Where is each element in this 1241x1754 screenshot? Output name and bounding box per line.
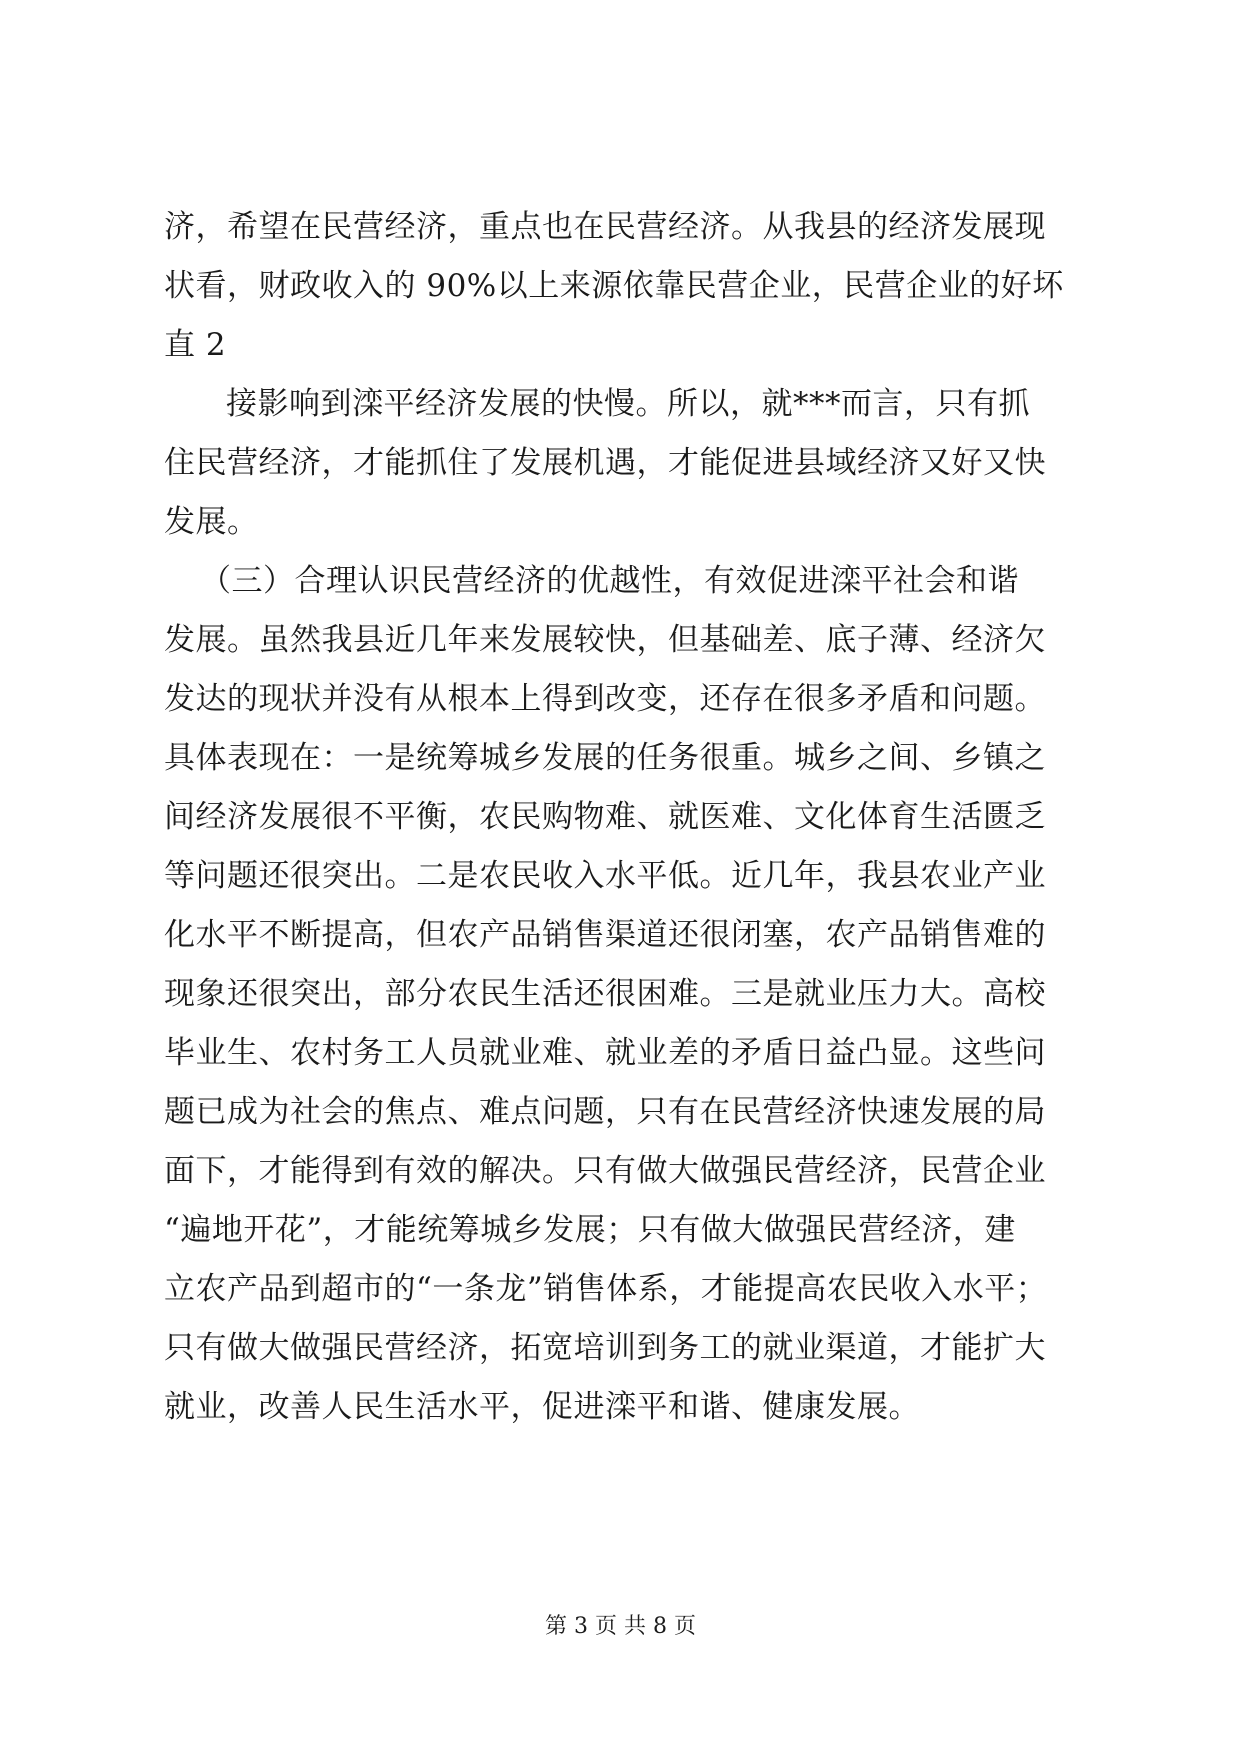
body-text-line: 具体表现在：一是统筹城乡发展的任务很重。城乡之间、乡镇之 (164, 740, 1046, 776)
body-text-line: 现象还很突出，部分农民生活还很困难。三是就业压力大。高校 (164, 976, 1046, 1012)
body-text-line: 发展。 (164, 504, 259, 540)
body-text-line: 接影响到滦平经济发展的快慢。所以，就***而言，只有抓 (226, 386, 1030, 422)
body-text-line: 间经济发展很不平衡，农民购物难、就医难、文化体育生活匮乏 (164, 799, 1046, 835)
page-number-footer: 第 3 页 共 8 页 (545, 1614, 696, 1639)
body-text-line: 题已成为社会的焦点、难点问题，只有在民营经济快速发展的局 (164, 1094, 1046, 1130)
body-text-line: 只有做大做强民营经济，拓宽培训到务工的就业渠道，才能扩大 (164, 1330, 1046, 1366)
body-text-line: 面下，才能得到有效的解决。只有做大做强民营经济，民营企业 (164, 1153, 1046, 1189)
body-text-line: 住民营经济，才能抓住了发展机遇，才能促进县域经济又好又快 (164, 445, 1046, 481)
body-text-line: 就业，改善人民生活水平，促进滦平和谐、健康发展。 (164, 1389, 920, 1425)
body-text-line: 等问题还很突出。二是农民收入水平低。近几年，我县农业产业 (164, 858, 1046, 894)
body-text-line: 状看，财政收入的 90%以上来源依靠民营企业，民营企业的好坏 (164, 268, 1064, 304)
body-text-line: 化水平不断提高，但农产品销售渠道还很闭塞，农产品销售难的 (164, 917, 1046, 953)
body-text-line: 发达的现状并没有从根本上得到改变，还存在很多矛盾和问题。 (164, 681, 1046, 717)
body-text-line: 立农产品到超市的“一条龙”销售体系，才能提高农民收入水平； (164, 1271, 1048, 1307)
body-text-line: 发展。虽然我县近几年来发展较快，但基础差、底子薄、经济欠 (164, 622, 1046, 658)
body-text-line: 毕业生、农村务工人员就业难、就业差的矛盾日益凸显。这些问 (164, 1035, 1046, 1071)
section-heading-line: （三）合理认识民营经济的优越性，有效促进滦平社会和谐 (200, 563, 1019, 599)
body-text-line: 济，希望在民营经济，重点也在民营经济。从我县的经济发展现 (164, 209, 1046, 245)
body-text-line: “遍地开花”，才能统筹城乡发展；只有做大做强民营经济，建 (164, 1212, 1016, 1248)
body-text-line: 直 2 (164, 327, 227, 363)
